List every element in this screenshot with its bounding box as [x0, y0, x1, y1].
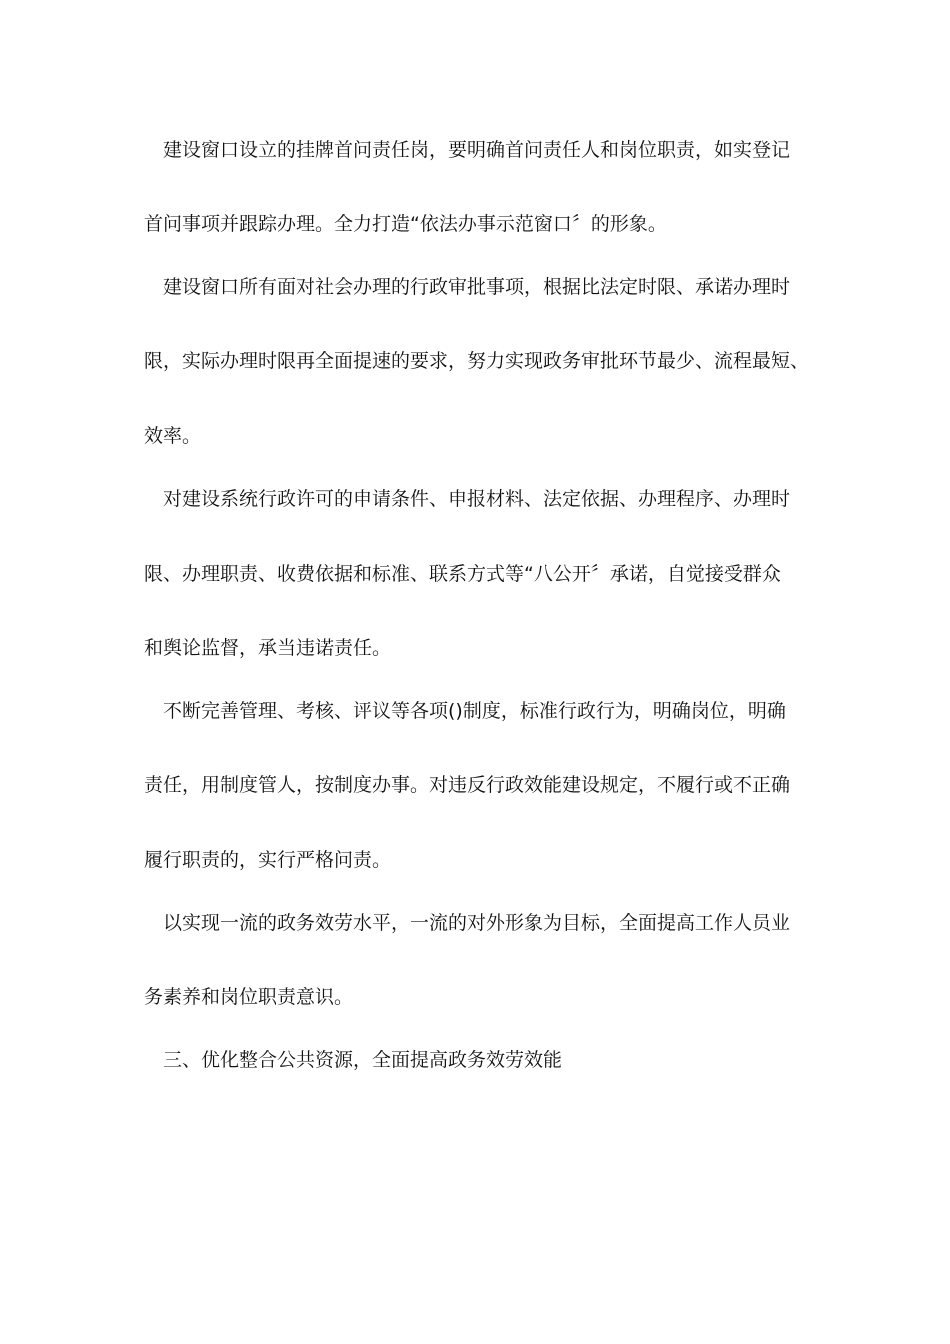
- paragraph-3-line-1: 对建设系统行政许可的申请条件、申报材料、法定依据、办理程序、办理时: [163, 488, 791, 510]
- paragraph-1-line-2: 首问事项并跟踪办理。全力打造“依法办事示范窗口〞的形象。: [144, 213, 667, 235]
- paragraph-5-line-1: 以实现一流的政务效劳水平，一流的对外形象为目标，全面提高工作人员业: [163, 912, 791, 934]
- paragraph-3-line-3: 和舆论监督，承当违诺责任。: [144, 637, 392, 659]
- paragraph-4-line-2: 责任，用制度管人，按制度办事。对违反行政效能建设规定，不履行或不正确: [144, 774, 791, 796]
- paragraph-1-line-1: 建设窗口设立的挂牌首问责任岗，要明确首问责任人和岗位职责，如实登记: [163, 139, 791, 161]
- paragraph-4-line-1: 不断完善管理、考核、评议等各项()制度，标准行政行为，明确岗位，明确: [163, 700, 786, 722]
- section-heading: 三、优化整合公共资源，全面提高政务效劳效能: [163, 1049, 563, 1071]
- paragraph-2-line-1: 建设窗口所有面对社会办理的行政审批事项，根据比法定时限、承诺办理时: [163, 276, 791, 298]
- paragraph-2-line-2: 限，实际办理时限再全面提速的要求，努力实现政务审批环节最少、流程最短、: [144, 350, 810, 372]
- paragraph-4-line-3: 履行职责的，实行严格问责。: [144, 849, 392, 871]
- paragraph-3-line-2: 限、办理职责、收费依据和标准、联系方式等“八公开〞承诺，自觉接受群众: [144, 563, 781, 585]
- paragraph-5-line-2: 务素养和岗位职责意识。: [144, 986, 354, 1008]
- paragraph-2-line-3: 效率。: [144, 425, 202, 447]
